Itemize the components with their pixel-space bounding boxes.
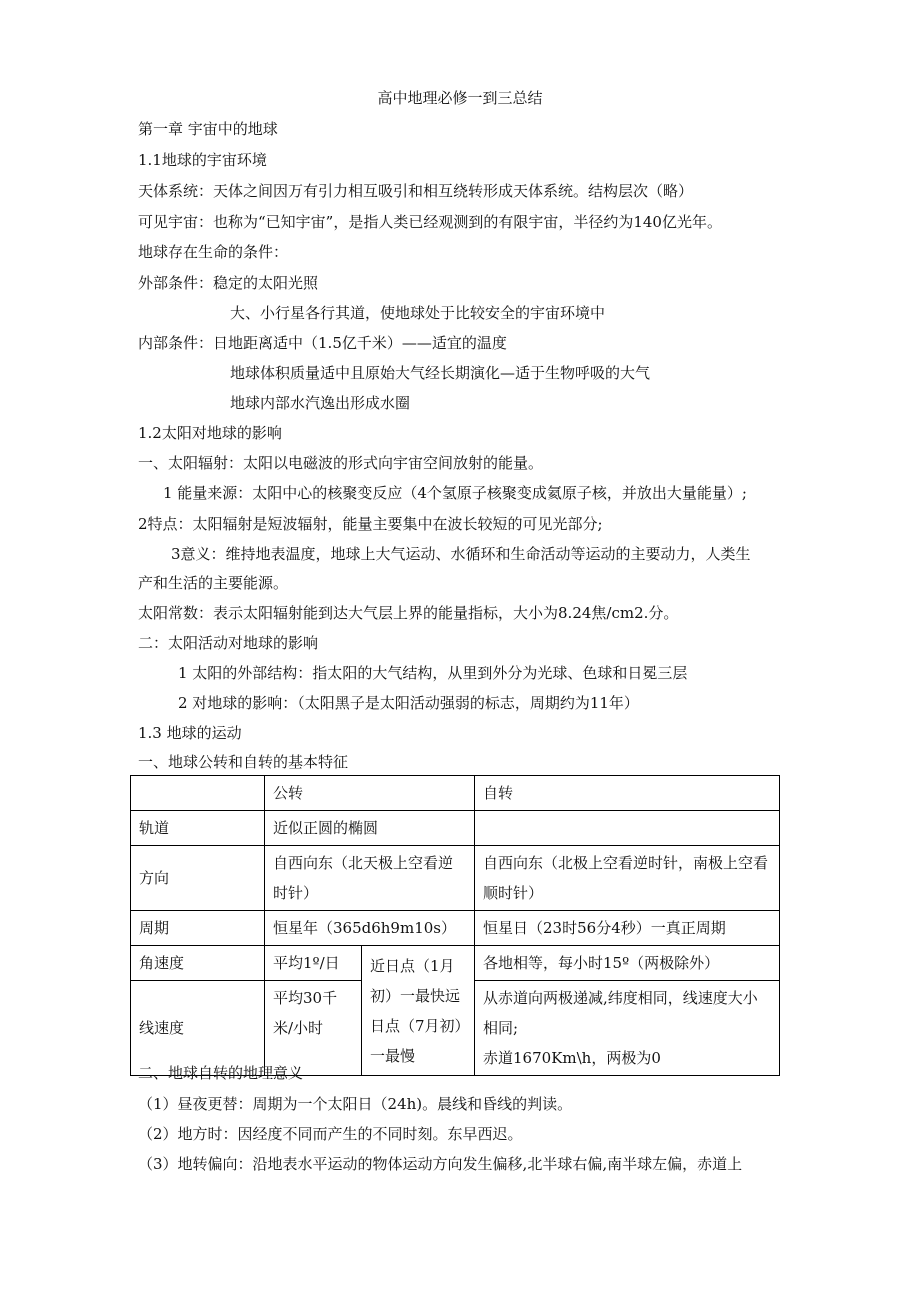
chapter-heading: 第一章 宇宙中的地球	[138, 120, 278, 138]
table-row	[131, 811, 780, 846]
table-cell	[131, 776, 265, 811]
paragraph: （3）地转偏向：沿地表水平运动的物体运动方向发生偏移,北半球右偏,南半球左偏，赤道上	[138, 1155, 743, 1173]
paragraph: 2特点：太阳辐射是短波辐射，能量主要集中在波长较短的可见光部分;	[138, 515, 603, 533]
paragraph: 1 能量来源：太阳中心的核聚变反应（4个氢原子核聚变成氦原子核，并放出大量能量）;	[163, 484, 747, 502]
table-cell: 周期	[131, 911, 265, 946]
rotation-revolution-table	[130, 775, 780, 1076]
paragraph: 地球存在生命的条件：	[138, 243, 289, 261]
paragraph: 二：太阳活动对地球的影响	[138, 634, 319, 652]
paragraph: 可见宇宙：也称为“已知宇宙”，是指人类已经观测到的有限宇宙，半径约为140亿光年。	[138, 213, 722, 231]
table-cell: 轨道	[131, 811, 265, 846]
table-cell	[475, 981, 780, 1076]
section-heading: 1.3 地球的运动	[138, 724, 242, 742]
table-cell: 近日点（1月初）一最快远日点（7月初）一最慢	[362, 946, 475, 1076]
table-cell: 自西向东（北天极上空看逆时针）	[265, 846, 475, 911]
table-cell: 近似正圆的椭圆	[265, 811, 475, 846]
table-row	[131, 846, 780, 911]
paragraph: 产和生活的主要能源。	[138, 574, 289, 592]
table-row	[131, 911, 780, 946]
table-cell-line: 赤道1670Km\h，两极为0	[483, 1049, 661, 1067]
table-cell: 平均30千米/小时	[265, 981, 362, 1076]
paragraph: 1 太阳的外部结构：指太阳的大气结构，从里到外分为光球、色球和日冕三层	[178, 664, 688, 682]
table-cell: 恒星年（365d6h9m10s）	[265, 911, 475, 946]
table-cell: 方向	[131, 846, 265, 911]
table-cell: 平均1º/日	[265, 946, 362, 981]
section-heading: 1.1地球的宇宙环境	[138, 151, 267, 169]
table-row	[131, 946, 780, 981]
document-title: 高中地理必修一到三总结	[377, 89, 543, 107]
paragraph-indented: 大、小行星各行其道，使地球处于比较安全的宇宙环境中	[230, 304, 606, 322]
paragraph: 2 对地球的影响：（太阳黑子是太阳活动强弱的标志，周期约为11年）	[178, 694, 639, 712]
table-cell: 线速度	[131, 981, 265, 1076]
paragraph: 内部条件：日地距离适中（1.5亿千米）——适宜的温度	[138, 334, 507, 352]
paragraph: 太阳常数：表示太阳辐射能到达大气层上界的能量指标，大小为8.24焦/cm2.分。	[138, 604, 679, 622]
paragraph-indented: 地球体积质量适中且原始大气经长期演化—适于生物呼吸的大气	[230, 364, 651, 382]
paragraph: 一、太阳辐射：太阳以电磁波的形式向宇宙空间放射的能量。	[138, 454, 544, 472]
paragraph: （2）地方时：因经度不同而产生的不同时刻。东早西迟。	[138, 1125, 523, 1143]
section-heading: 1.2太阳对地球的影响	[138, 424, 282, 442]
paragraph-indented: 地球内部水汽逸出形成水圈	[230, 394, 411, 412]
table-cell: 恒星日（23时56分4秒）一真正周期	[475, 911, 780, 946]
table-cell: 自转	[475, 776, 780, 811]
table-cell: 公转	[265, 776, 475, 811]
table-cell: 自西向东（北极上空看逆时针，南极上空看顺时针）	[475, 846, 780, 911]
paragraph: 天体系统：天体之间因万有引力相互吸引和相互绕转形成天体系统。结构层次（略）	[138, 182, 694, 200]
table-cell: 角速度	[131, 946, 265, 981]
table-cell: 各地相等，每小时15º（两极除外）	[475, 946, 780, 981]
paragraph: 外部条件：稳定的太阳光照	[138, 274, 319, 292]
table-row	[131, 776, 780, 811]
table-cell	[475, 811, 780, 846]
paragraph: （1）昼夜更替：周期为一个太阳日（24h)。晨线和昏线的判读。	[138, 1095, 573, 1113]
paragraph: 3意义：维持地表温度，地球上大气运动、水循环和生命活动等运动的主要动力，人类生	[171, 545, 751, 563]
section-heading: 二、地球自转的地理意义	[138, 1064, 304, 1082]
paragraph: 一、地球公转和自转的基本特征	[138, 753, 349, 771]
table-cell-line: 从赤道向两极递减,纬度相同，线速度大小相同;	[483, 989, 758, 1037]
